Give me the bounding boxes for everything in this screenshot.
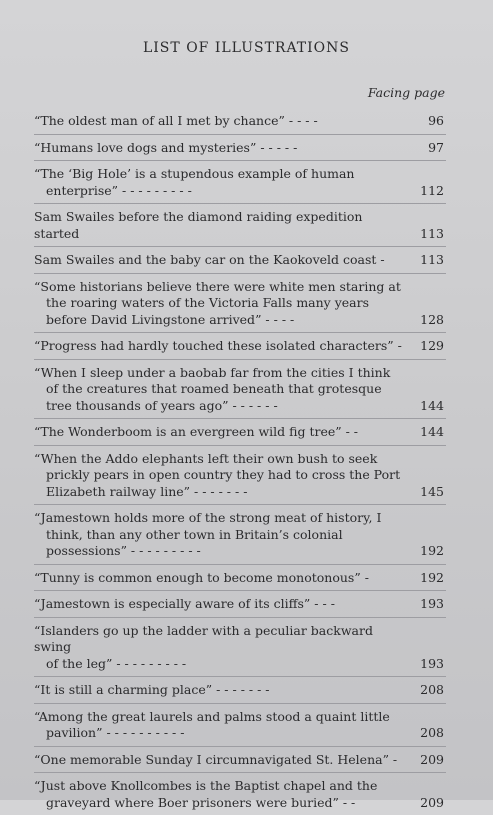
facing-page-label: Facing page [367,85,445,100]
list-item [34,160,446,203]
list-item [34,746,446,773]
caption-line: “When the Addo elephants left their own bush to seek [34,450,378,466]
caption-line: of the creatures that roamed beneath that grotesque [46,381,382,396]
caption-line: “When I sleep under a baobab far from the cities I think [34,364,391,380]
caption-line: of the leg” - - - - - - - - - [46,655,187,671]
page-number: 193 [420,596,444,611]
caption-line: “Some historians believe there were white men staring at [34,278,401,294]
caption-text [34,279,406,329]
caption-line: Elizabeth railway line” - - - - - - - [46,483,248,499]
page-number: 113 [420,225,444,241]
caption-line: “Tunny is common enough to become monotonous” - [34,569,369,585]
list-item [34,445,446,505]
list-item [34,703,446,746]
caption-line: “The Wonderboom is an evergreen wild fig tree” - - [34,424,359,439]
page-number: 144 [420,424,444,439]
list-item [34,273,446,333]
caption-line: “The oldest man of all I met by chance” - - - - [34,113,318,128]
list-item [34,332,446,359]
caption-text [34,623,406,673]
page-number: 112 [420,182,444,198]
page-number: 192 [420,543,444,558]
page-number: 129 [420,338,444,353]
list-item [34,676,446,703]
caption-line: “The ‘Big Hole’ is a stupendous example of human [34,166,355,181]
list-item [34,418,446,445]
caption-line: “Islanders go up the ladder with a peculiar backward swing [34,622,373,654]
caption-line: possessions” - - - - - - - - - [46,543,201,558]
caption-text [34,510,406,560]
caption-line: “Just above Knollcombes is the Baptist chapel and the [34,778,378,793]
caption-text [34,424,406,441]
caption-text [34,451,406,501]
list-item [34,134,446,161]
page-title: LIST OF ILLUSTRATIONS [142,40,350,56]
list-item [34,359,446,419]
caption-line: Sam Swailes before the diamond raiding expedition started [34,209,363,241]
caption-line: before David Livingstone arrived” - - - - [46,311,295,327]
caption-text [34,682,406,699]
caption-text [34,209,406,242]
page-number: 209 [420,751,444,767]
caption-line: tree thousands of years ago” - - - - - - [46,397,278,413]
list-item [34,590,446,617]
list-item [34,504,446,564]
page-number: 97 [428,139,444,155]
caption-text [34,596,406,613]
caption-text [34,778,406,811]
page-number: 145 [420,483,444,499]
caption-text [34,140,406,157]
caption-text [34,338,406,355]
page-number: 128 [420,311,444,327]
page-number: 96 [428,113,444,128]
caption-line: “Jamestown holds more of the strong meat of history, I [34,510,382,525]
list-item [34,203,446,246]
list-item [34,617,446,677]
caption-text [34,709,406,742]
list-item [34,246,446,273]
caption-line: “It is still a charming place” - - - - - - - [34,682,270,697]
page-number: 113 [420,252,444,267]
caption-line: think, than any other town in Britain’s colonial [46,526,343,542]
caption-line: prickly pears in open country they had to cross the Port [46,467,401,482]
caption-line: “Progress had hardly touched these isolated characters” - [34,338,402,353]
caption-line: enterprise” - - - - - - - - - [46,182,192,198]
caption-line: “Among the great laurels and palms stood a quaint little [34,708,390,724]
caption-line: pavilion” - - - - - - - - - - [46,725,185,740]
list-item [34,564,446,591]
caption-line: “Humans love dogs and mysteries” - - - - - [34,139,298,155]
caption-line: Sam Swailes and the baby car on the Kaokoveld coast - [34,252,385,267]
caption-line: the roaring waters of the Victoria Falls many years [46,295,370,310]
caption-text [34,252,406,269]
list-item [34,772,446,815]
caption-text [34,365,406,415]
page-number: 192 [420,569,444,585]
caption-text [34,570,406,587]
page-number: 193 [420,655,444,671]
page-number: 209 [420,794,444,810]
caption-text [34,752,406,769]
page-number: 144 [420,397,444,413]
caption-line: graveyard where Boer prisoners were buried” - - [46,794,356,810]
illustrations-list [34,108,446,815]
caption-line: “One memorable Sunday I circumnavigated St. Helena” - [34,751,398,767]
caption-text [34,166,406,199]
caption-line: “Jamestown is especially aware of its cliffs” - - - [34,596,335,611]
page-number: 208 [420,725,444,740]
caption-text [34,113,406,130]
page-number: 208 [420,682,444,697]
list-item [34,108,446,134]
